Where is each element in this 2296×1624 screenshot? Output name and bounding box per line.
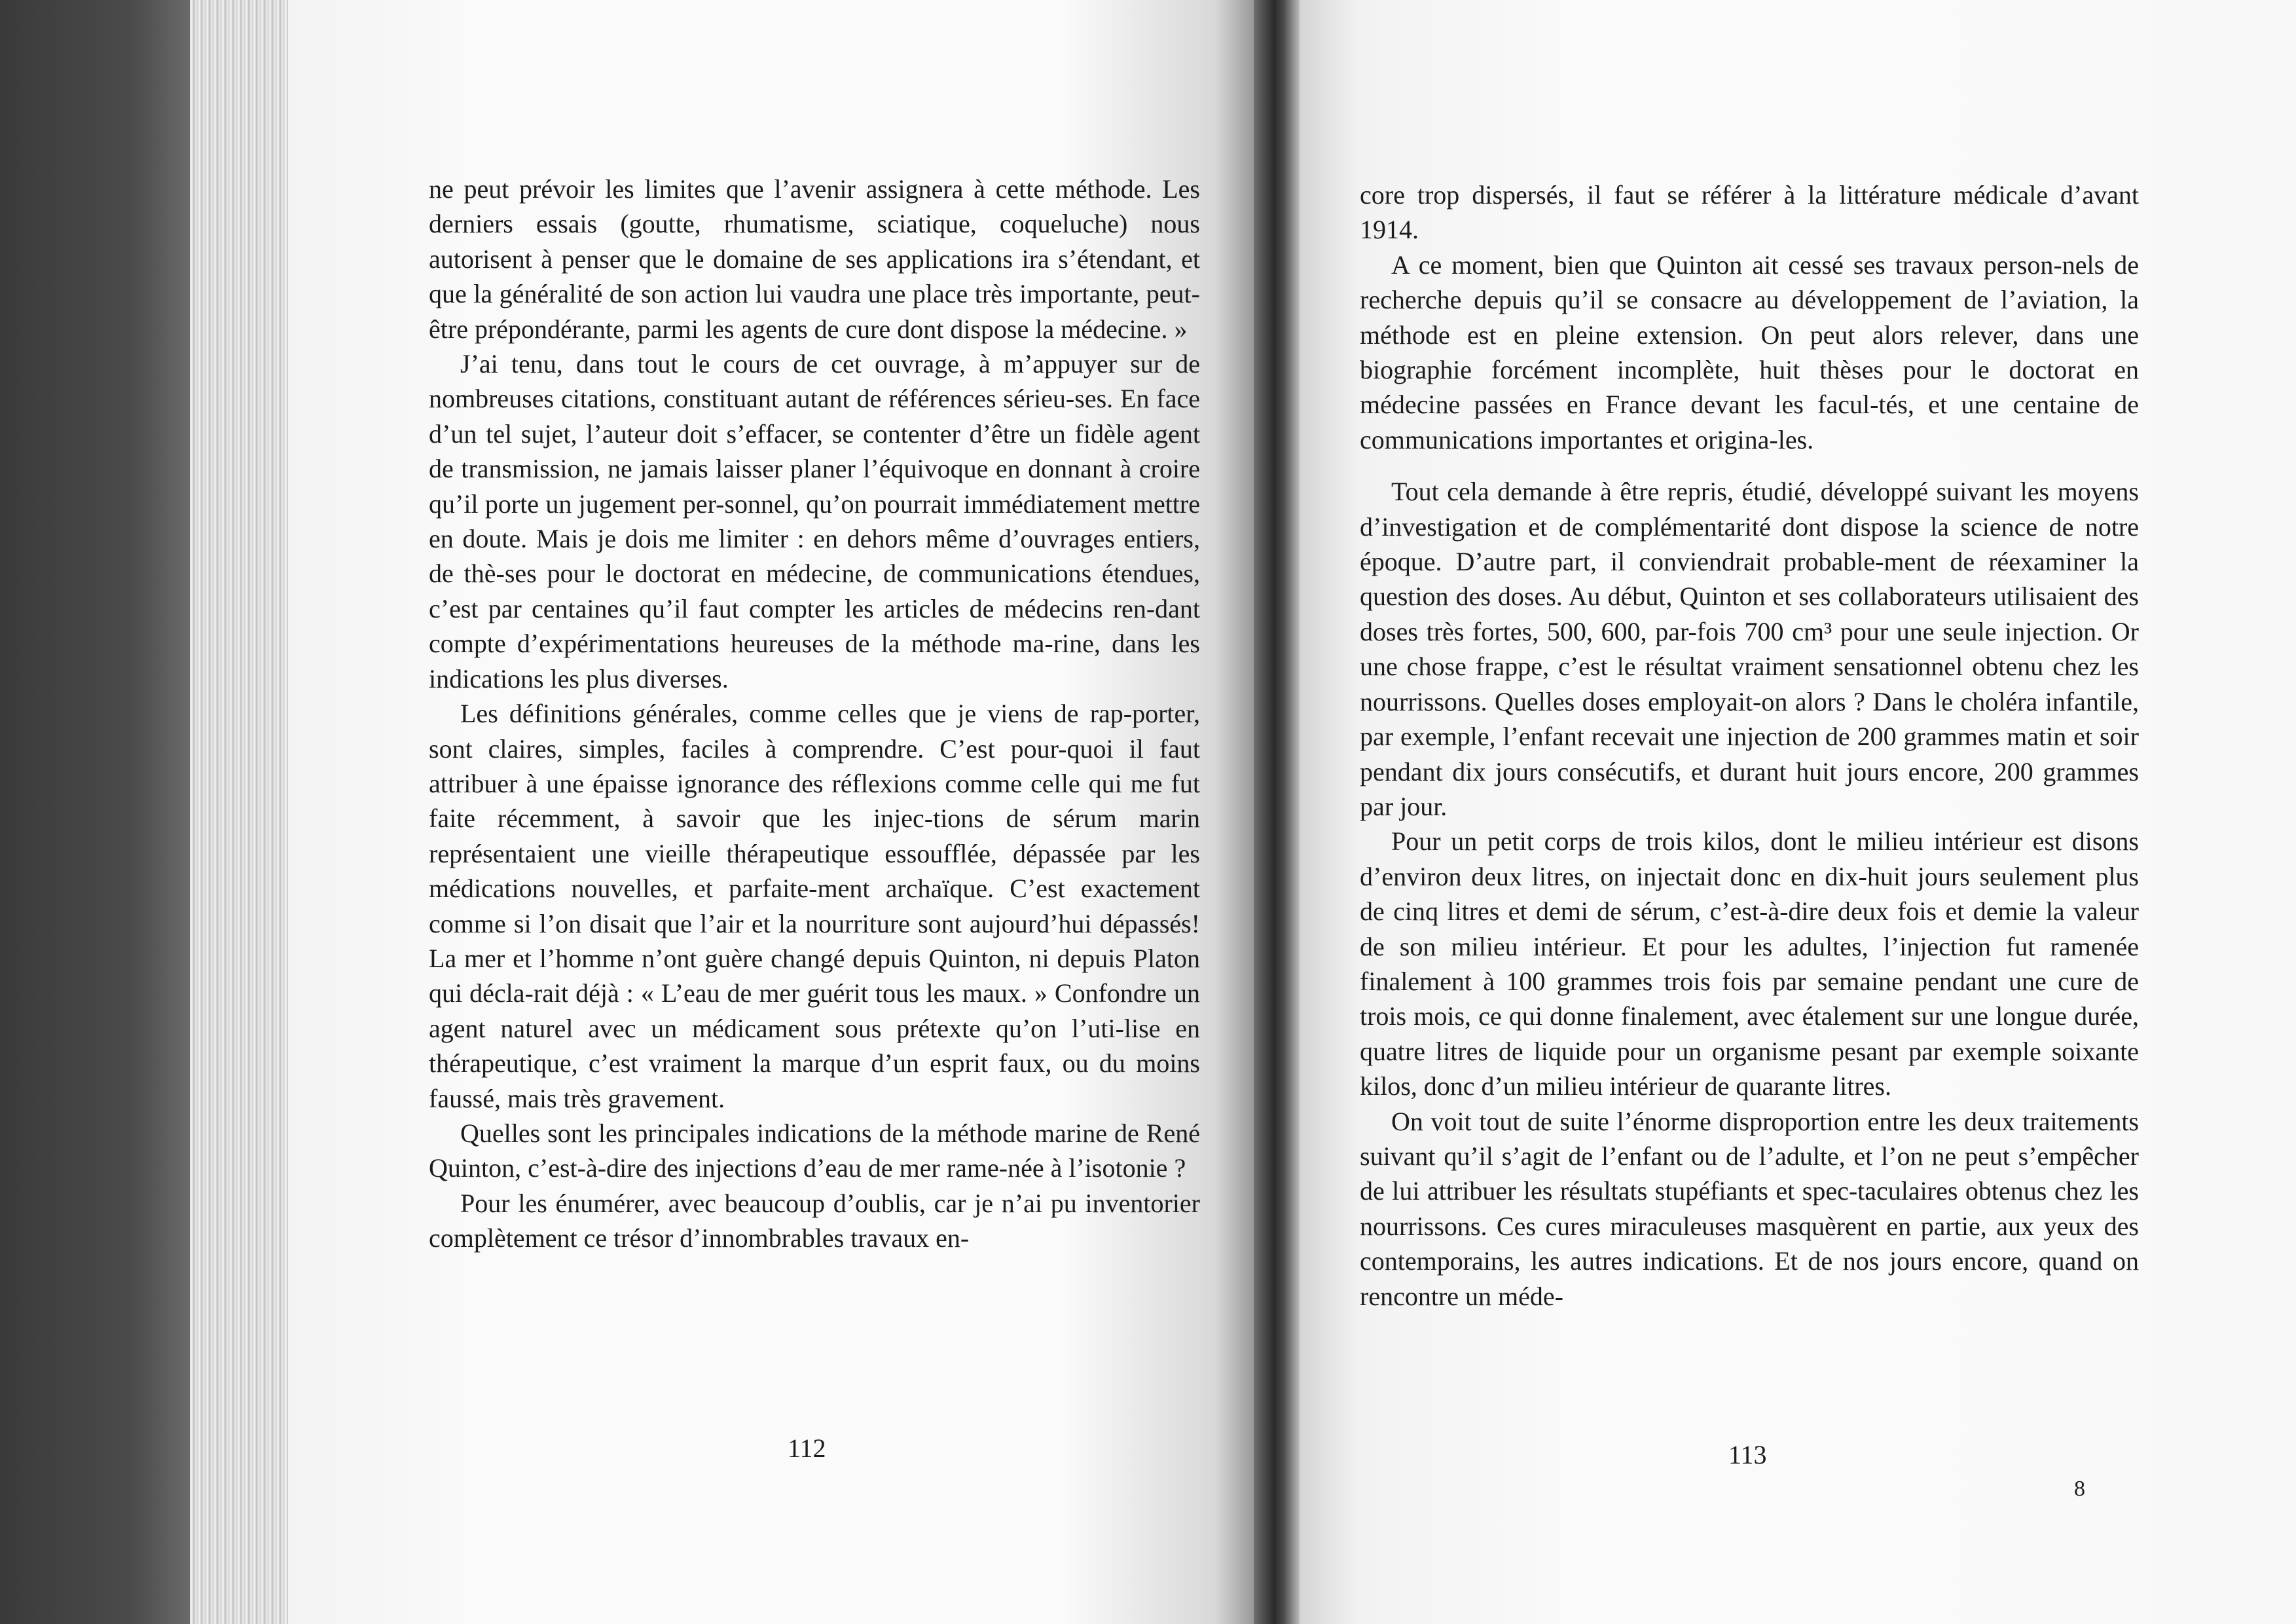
- paragraph: On voit tout de suite l’énorme disproportion entre les deux traitements suivant qu’il s’agit de l’enfant ou de l’adulte, et l’on ne peut s’empêcher de lui attribuer les résultats stupéfiants et spec-taculaires obtenus chez les nourrissons. Ces cures miraculeuses masquèrent en partie, aux yeux des contemporains, les autres indications. Et de nos jours encore, quand on rencontre un méde-: [1360, 1106, 2139, 1311]
- paragraph: J’ai tenu, dans tout le cours de cet ouvrage, à m’appuyer sur de nombreuses citations, constituant autant de références sérieu-ses. En face d’un tel sujet, l’auteur doit s’effacer, se contenter d’être un fidèle agent de transmission, ne jamais laisser planer l’équivoque en donnant à croire qu’il porte un jugement per-sonnel, qu’on pourrait immédiatement mettre en doute. Mais je dois me limiter : en dehors même d’ouvrages entiers, de thè-ses pour le doctorat en médecine, de communications étendues, c’est par centaines qu’il faut compter les articles de médecins ren-dant compte d’expérimentations heureuses de la méthode ma-rine, dans les indications les plus diverses.: [429, 349, 1200, 693]
- page-number: 113: [1728, 1440, 1767, 1469]
- paragraph: Pour les énumérer, avec beaucoup d’oublis, car je n’ai pu inventorier complètement ce trésor d’innombrables travaux en-: [429, 1188, 1200, 1253]
- page-number: 112: [788, 1433, 826, 1463]
- book-gutter: [1254, 0, 1300, 1624]
- paragraph: Les définitions générales, comme celles que je viens de rap-porter, sont claires, simples, faciles à comprendre. C’est pour-quoi il faut attribuer à une épaisse ignorance des réflexions comme celle qui me fut faite récemment, à savoir que les injec-tions de sérum marin représentaient une vieille thérapeutique essoufflée, dépassée par les médications nouvelles, et parfaite-ment archaïque. C’est exactement comme si l’on disait que l’air et la nourriture sont aujourd’hui dépassés! La mer et l’homme n’ont guère changé depuis Quinton, ni depuis Platon qui décla-rait déjà : « L’eau de mer guérit tous les maux. » Confondre un agent naturel avec un médicament sous prétexte qu’on l’uti-lise en thérapeutique, c’est vraiment la marque d’un esprit faux, ou du moins faussé, mais très gravement.: [429, 699, 1200, 1113]
- scanner-bed: [0, 0, 190, 1624]
- paragraph: core trop dispersés, il faut se référer à la littérature médicale d’avant 1914.: [1360, 180, 2139, 245]
- left-page-text: [429, 172, 1200, 1256]
- paragraph: Tout cela demande à être repris, étudié, développé suivant les moyens d’investigation et de complémentarité dont dispose la science de notre époque. D’autre part, il conviendrait probable-ment de réexaminer la question des doses. Au début, Quinton et ses collaborateurs utilisaient des doses très fortes, 500, 600, par-fois 700 cm³ pour une seule injection. Or une chose frappe, c’est le résultat vraiment sensationnel obtenu chez les nourrissons. Quelles doses employait-on alors ? Dans le choléra infantile, par exemple, l’enfant recevait une injection de 200 grammes matin et soir pendant dix jours consécutifs, et durant huit jours encore, 200 grammes par jour.: [1360, 477, 2139, 821]
- paragraph: Pour un petit corps de trois kilos, dont le milieu intérieur est disons d’environ deux litres, on injectait donc en dix-huit jours seulement plus de cinq litres et demi de sérum, c’est-à-dire deux fois et demie la valeur de son milieu intérieur. Et pour les adultes, l’injection fut ramenée finalement à 100 grammes trois fois par semaine pendant une cure de trois mois, ce qui donne finalement, avec étalement sur une longue durée, quatre litres de liquide pour un organisme pesant par exemple soixante kilos, donc d’un milieu intérieur de quarante litres.: [1360, 826, 2139, 1101]
- paragraph: Quelles sont les principales indications de la méthode marine de René Quinton, c’est-à-dire des injections d’eau de mer rame-née à l’isotonie ?: [429, 1118, 1200, 1183]
- right-page-text: [1360, 177, 2139, 1314]
- paragraph: A ce moment, bien que Quinton ait cessé ses travaux person-nels de recherche depuis qu’il se consacre au développement de l’aviation, la méthode est en pleine extension. On peut alors relever, dans une biographie forcément incomplète, huit thèses pour le doctorat en médecine passées en France devant les facul-tés, et une centaine de communications importantes et origina-les.: [1360, 249, 2139, 454]
- signature-mark: 8: [2074, 1477, 2085, 1501]
- paragraph: ne peut prévoir les limites que l’avenir assignera à cette méthode. Les derniers essais (goutte, rhumatisme, sciatique, coqueluche) nous autorisent à penser que le domaine de ses applications ira s’étendant, et que la généralité de son action lui vaudra une place très importante, peut-être prépondérante, parmi les agents de cure dont dispose la médecine. »: [429, 174, 1200, 344]
- page-edges: [190, 0, 288, 1624]
